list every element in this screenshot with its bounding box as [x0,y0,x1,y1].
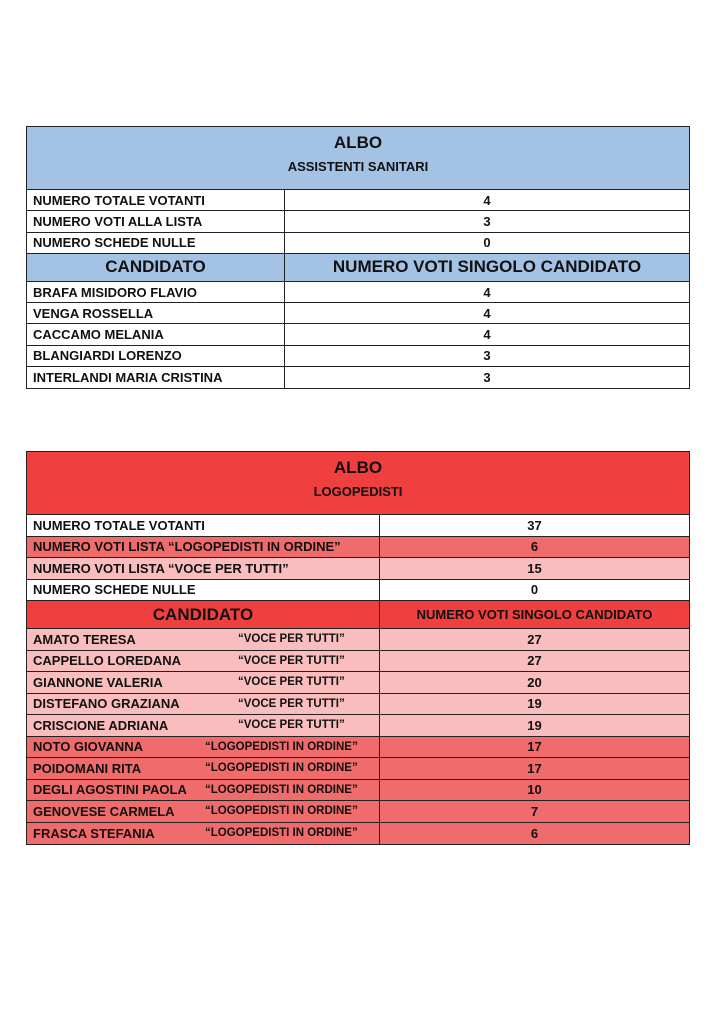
table-subtitle: ASSISTENTI SANITARI [287,159,429,174]
candidate-row [27,651,689,673]
votes-column-header: NUMERO VOTI SINGOLO CANDIDATO [416,607,653,622]
stat-label: NUMERO VOTI ALLA LISTA [27,211,285,231]
candidate-row [27,629,689,651]
candidate-header-row [27,254,689,282]
stat-value: 0 [483,235,491,251]
candidate-row [27,758,689,780]
stat-row [27,580,689,602]
candidate-cell [27,801,380,822]
candidate-row [27,303,689,324]
candidate-votes: 3 [483,348,491,364]
candidate-name: POIDOMANI RITA [33,760,142,776]
candidate-list: “LOGOPEDISTI IN ORDINE” [205,805,358,818]
stat-row [27,211,689,232]
stat-value: 3 [483,213,491,229]
candidate-row [27,324,689,345]
candidate-row [27,801,689,823]
candidate-list: “LOGOPEDISTI IN ORDINE” [205,783,358,796]
candidate-list: “VOCE PER TUTTI” [238,633,345,646]
stat-value: 0 [530,582,539,598]
stat-value: 37 [527,517,542,533]
candidate-row [27,823,689,845]
candidate-list: “LOGOPEDISTI IN ORDINE” [205,762,358,775]
candidate-votes: 17 [527,739,542,755]
candidate-cell [27,672,380,693]
stat-row [27,233,689,254]
candidate-name: GIANNONE VALERIA [33,674,163,690]
candidate-list: “VOCE PER TUTTI” [238,654,345,667]
candidate-row [27,694,689,716]
stat-label: NUMERO TOTALE VOTANTI [27,515,380,536]
stat-value: 15 [527,560,542,576]
stat-row [27,558,689,580]
candidate-list: “VOCE PER TUTTI” [238,697,345,710]
candidate-votes: 4 [483,284,491,300]
stat-row [27,515,689,537]
candidate-cell [27,758,380,779]
candidate-name: VENGA ROSSELLA [27,303,285,323]
candidate-cell [27,651,380,672]
stat-label: NUMERO VOTI LISTA “VOCE PER TUTTI” [27,558,380,579]
candidate-header-row [27,601,689,629]
candidate-name: GENOVESE CARMELA [33,803,175,819]
candidate-name: DISTEFANO GRAZIANA [33,696,180,712]
candidate-name: BLANGIARDI LORENZO [27,346,285,366]
stat-value: 4 [483,192,491,208]
candidate-cell [27,694,380,715]
table-title: ALBO [333,133,383,152]
table-logopedisti [26,451,690,845]
stat-row [27,190,689,211]
table-subtitle: LOGOPEDISTI [313,484,403,499]
candidate-name: AMATO TERESA [33,631,136,647]
candidate-row [27,346,689,367]
candidate-votes: 19 [527,717,542,733]
candidate-votes: 27 [527,631,542,647]
stat-label: NUMERO SCHEDE NULLE [27,580,380,601]
candidate-row [27,737,689,759]
candidate-cell [27,823,380,845]
candidate-list: “VOCE PER TUTTI” [238,719,345,732]
candidate-column-header: CANDIDATO [27,254,285,281]
stat-row [27,537,689,559]
candidate-votes: 4 [483,327,491,343]
candidate-votes: 17 [527,760,542,776]
candidate-name: DEGLI AGOSTINI PAOLA [33,782,187,798]
candidate-list: “VOCE PER TUTTI” [238,676,345,689]
candidate-row [27,282,689,303]
candidate-cell [27,715,380,736]
candidate-name: CACCAMO MELANIA [27,324,285,344]
table-header [27,127,689,190]
stat-label: NUMERO TOTALE VOTANTI [27,190,285,210]
candidate-name: CRISCIONE ADRIANA [33,717,169,733]
candidate-name: CAPPELLO LOREDANA [33,653,182,669]
candidate-name: NOTO GIOVANNA [33,739,144,755]
stat-label: NUMERO VOTI LISTA “LOGOPEDISTI IN ORDINE” [27,537,380,558]
candidate-row [27,367,689,388]
table-header [27,452,689,515]
candidate-name: FRASCA STEFANIA [33,825,155,841]
candidate-row [27,672,689,694]
candidate-votes: 4 [483,305,491,321]
candidate-votes: 10 [527,782,542,798]
candidate-list: “LOGOPEDISTI IN ORDINE” [205,740,358,753]
table-assistenti-sanitari [26,126,690,389]
candidate-row [27,780,689,802]
candidate-list: “LOGOPEDISTI IN ORDINE” [205,827,358,840]
stat-label: NUMERO SCHEDE NULLE [27,233,285,253]
candidate-name: BRAFA MISIDORO FLAVIO [27,282,285,302]
candidate-row [27,715,689,737]
candidate-votes: 19 [527,696,542,712]
stat-value: 6 [530,539,539,555]
votes-column-header: NUMERO VOTI SINGOLO CANDIDATO [332,257,642,277]
candidate-votes: 3 [483,370,491,386]
candidate-cell [27,780,380,801]
candidate-name: INTERLANDI MARIA CRISTINA [27,367,285,388]
table-title: ALBO [333,458,383,477]
candidate-votes: 27 [527,653,542,669]
candidate-votes: 6 [530,825,539,841]
candidate-votes: 20 [527,674,542,690]
candidate-column-header: CANDIDATO [27,601,380,628]
candidate-cell [27,737,380,758]
candidate-cell [27,629,380,650]
candidate-votes: 7 [530,803,539,819]
